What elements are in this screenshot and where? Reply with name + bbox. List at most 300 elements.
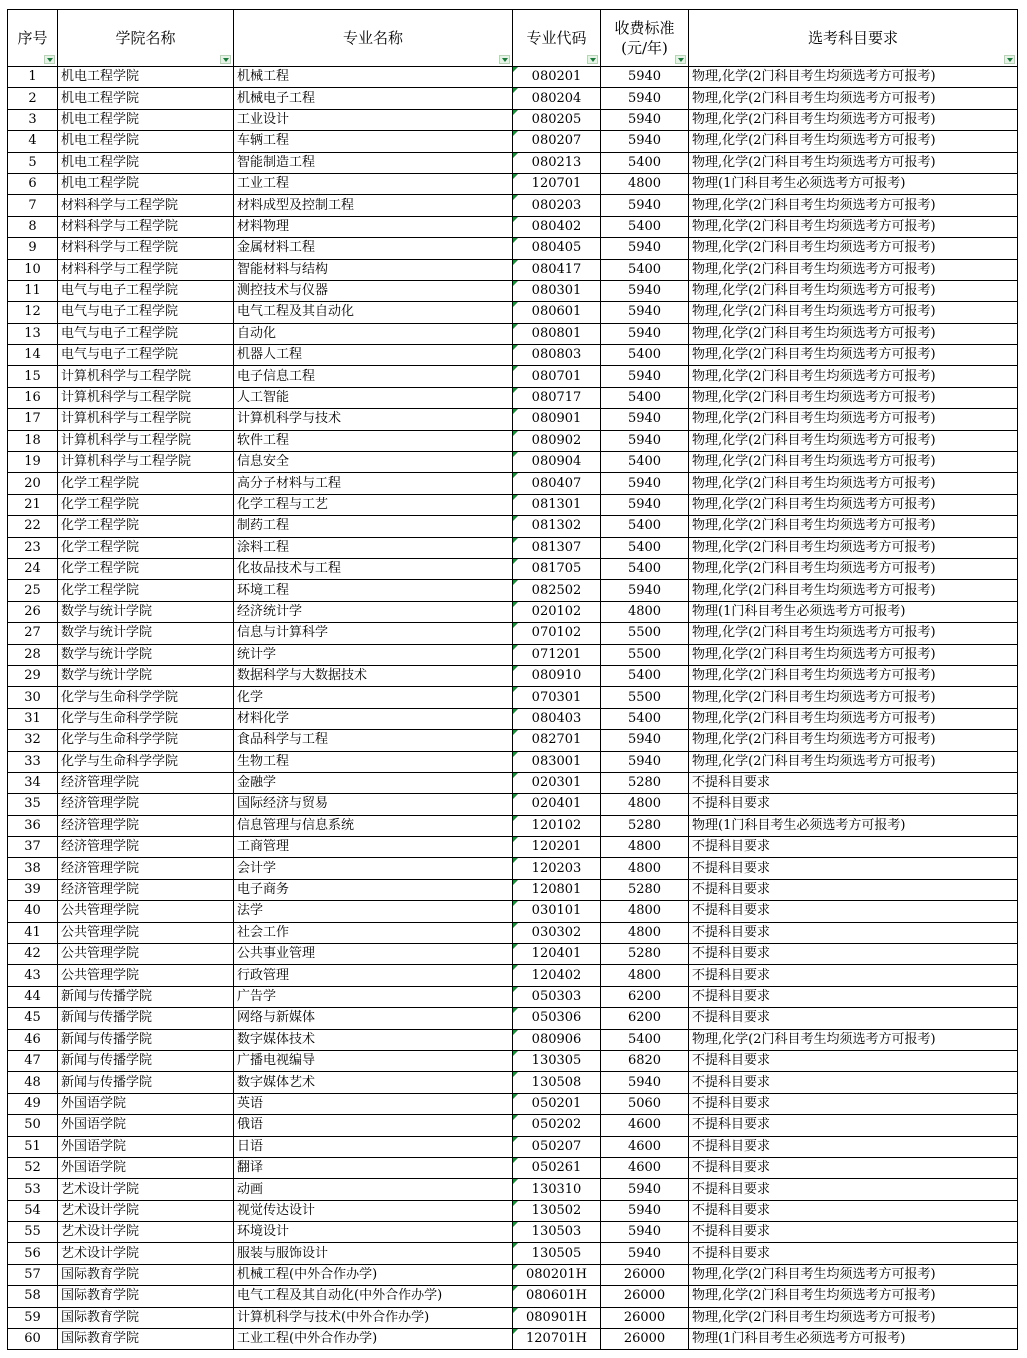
- code-cell[interactable]: [513, 1243, 601, 1264]
- college-cell[interactable]: [58, 516, 234, 537]
- row-index-cell[interactable]: [8, 173, 58, 194]
- major-cell[interactable]: [234, 152, 513, 173]
- row-index-cell[interactable]: [8, 794, 58, 815]
- college-cell[interactable]: [58, 858, 234, 879]
- fee-cell[interactable]: [601, 452, 689, 473]
- fee-cell[interactable]: [601, 238, 689, 259]
- table-row[interactable]: [8, 623, 1018, 644]
- code-cell[interactable]: [513, 601, 601, 622]
- major-cell[interactable]: [234, 1050, 513, 1071]
- major-cell[interactable]: [234, 1243, 513, 1264]
- requirement-cell[interactable]: [689, 1072, 1018, 1093]
- fee-cell[interactable]: [601, 1179, 689, 1200]
- row-index-cell[interactable]: [8, 1008, 58, 1029]
- requirement-cell[interactable]: [689, 644, 1018, 665]
- major-cell[interactable]: [234, 1157, 513, 1178]
- fee-cell[interactable]: [601, 109, 689, 130]
- row-index-cell[interactable]: [8, 730, 58, 751]
- requirement-cell[interactable]: [689, 687, 1018, 708]
- code-cell[interactable]: [513, 922, 601, 943]
- major-cell[interactable]: [234, 409, 513, 430]
- table-row[interactable]: [8, 1008, 1018, 1029]
- college-cell[interactable]: [58, 708, 234, 729]
- major-cell[interactable]: [234, 216, 513, 237]
- college-cell[interactable]: [58, 815, 234, 836]
- major-cell[interactable]: [234, 1286, 513, 1307]
- table-row[interactable]: [8, 1200, 1018, 1221]
- row-index-cell[interactable]: [8, 1286, 58, 1307]
- fee-cell[interactable]: [601, 837, 689, 858]
- fee-cell[interactable]: [601, 1115, 689, 1136]
- college-cell[interactable]: [58, 879, 234, 900]
- college-cell[interactable]: [58, 537, 234, 558]
- major-cell[interactable]: [234, 623, 513, 644]
- fee-cell[interactable]: [601, 67, 689, 88]
- row-index-cell[interactable]: [8, 302, 58, 323]
- college-cell[interactable]: [58, 1157, 234, 1178]
- fee-cell[interactable]: [601, 409, 689, 430]
- fee-cell[interactable]: [601, 965, 689, 986]
- college-cell[interactable]: [58, 601, 234, 622]
- college-cell[interactable]: [58, 1050, 234, 1071]
- table-row[interactable]: [8, 580, 1018, 601]
- code-cell[interactable]: [513, 986, 601, 1007]
- requirement-cell[interactable]: [689, 452, 1018, 473]
- table-row[interactable]: [8, 216, 1018, 237]
- table-row[interactable]: [8, 1136, 1018, 1157]
- fee-cell[interactable]: [601, 280, 689, 301]
- major-cell[interactable]: [234, 88, 513, 109]
- college-cell[interactable]: [58, 558, 234, 579]
- table-row[interactable]: [8, 259, 1018, 280]
- college-cell[interactable]: [58, 67, 234, 88]
- requirement-cell[interactable]: [689, 1264, 1018, 1285]
- requirement-cell[interactable]: [689, 366, 1018, 387]
- table-row[interactable]: [8, 837, 1018, 858]
- fee-cell[interactable]: [601, 1072, 689, 1093]
- fee-cell[interactable]: [601, 366, 689, 387]
- code-cell[interactable]: [513, 1008, 601, 1029]
- major-cell[interactable]: [234, 238, 513, 259]
- fee-cell[interactable]: [601, 901, 689, 922]
- code-cell[interactable]: [513, 580, 601, 601]
- requirement-cell[interactable]: [689, 430, 1018, 451]
- code-cell[interactable]: [513, 88, 601, 109]
- row-index-cell[interactable]: [8, 1115, 58, 1136]
- row-index-cell[interactable]: [8, 1157, 58, 1178]
- major-cell[interactable]: [234, 665, 513, 686]
- code-cell[interactable]: [513, 1029, 601, 1050]
- major-cell[interactable]: [234, 452, 513, 473]
- major-cell[interactable]: [234, 173, 513, 194]
- row-index-cell[interactable]: [8, 965, 58, 986]
- table-row[interactable]: [8, 238, 1018, 259]
- row-index-cell[interactable]: [8, 537, 58, 558]
- college-cell[interactable]: [58, 1329, 234, 1350]
- major-cell[interactable]: [234, 730, 513, 751]
- table-row[interactable]: [8, 1050, 1018, 1071]
- requirement-cell[interactable]: [689, 280, 1018, 301]
- major-cell[interactable]: [234, 601, 513, 622]
- fee-cell[interactable]: [601, 1136, 689, 1157]
- row-index-cell[interactable]: [8, 366, 58, 387]
- fee-cell[interactable]: [601, 623, 689, 644]
- college-cell[interactable]: [58, 687, 234, 708]
- row-index-cell[interactable]: [8, 644, 58, 665]
- row-index-cell[interactable]: [8, 1029, 58, 1050]
- requirement-cell[interactable]: [689, 772, 1018, 793]
- row-index-cell[interactable]: [8, 772, 58, 793]
- row-index-cell[interactable]: [8, 1179, 58, 1200]
- row-index-cell[interactable]: [8, 858, 58, 879]
- table-row[interactable]: [8, 944, 1018, 965]
- row-index-cell[interactable]: [8, 601, 58, 622]
- requirement-cell[interactable]: [689, 109, 1018, 130]
- row-index-cell[interactable]: [8, 751, 58, 772]
- row-index-cell[interactable]: [8, 558, 58, 579]
- code-cell[interactable]: [513, 345, 601, 366]
- row-index-cell[interactable]: [8, 837, 58, 858]
- row-index-cell[interactable]: [8, 494, 58, 515]
- major-cell[interactable]: [234, 473, 513, 494]
- requirement-cell[interactable]: [689, 1222, 1018, 1243]
- row-index-cell[interactable]: [8, 131, 58, 152]
- row-index-cell[interactable]: [8, 430, 58, 451]
- college-cell[interactable]: [58, 195, 234, 216]
- row-index-cell[interactable]: [8, 1307, 58, 1328]
- requirement-cell[interactable]: [689, 1307, 1018, 1328]
- row-index-cell[interactable]: [8, 280, 58, 301]
- major-cell[interactable]: [234, 558, 513, 579]
- college-cell[interactable]: [58, 323, 234, 344]
- code-cell[interactable]: [513, 323, 601, 344]
- row-index-cell[interactable]: [8, 195, 58, 216]
- table-row[interactable]: [8, 1264, 1018, 1285]
- fee-cell[interactable]: [601, 687, 689, 708]
- college-cell[interactable]: [58, 494, 234, 515]
- major-cell[interactable]: [234, 109, 513, 130]
- college-cell[interactable]: [58, 1093, 234, 1114]
- college-cell[interactable]: [58, 1307, 234, 1328]
- code-cell[interactable]: [513, 1157, 601, 1178]
- fee-cell[interactable]: [601, 430, 689, 451]
- requirement-cell[interactable]: [689, 1179, 1018, 1200]
- row-index-cell[interactable]: [8, 216, 58, 237]
- requirement-cell[interactable]: [689, 173, 1018, 194]
- requirement-cell[interactable]: [689, 195, 1018, 216]
- code-cell[interactable]: [513, 687, 601, 708]
- requirement-cell[interactable]: [689, 238, 1018, 259]
- requirement-cell[interactable]: [689, 1093, 1018, 1114]
- code-cell[interactable]: [513, 1093, 601, 1114]
- requirement-cell[interactable]: [689, 1115, 1018, 1136]
- code-cell[interactable]: [513, 858, 601, 879]
- code-cell[interactable]: [513, 1264, 601, 1285]
- major-cell[interactable]: [234, 537, 513, 558]
- major-cell[interactable]: [234, 1200, 513, 1221]
- requirement-cell[interactable]: [689, 1200, 1018, 1221]
- table-row[interactable]: [8, 473, 1018, 494]
- fee-cell[interactable]: [601, 730, 689, 751]
- major-cell[interactable]: [234, 1307, 513, 1328]
- major-cell[interactable]: [234, 302, 513, 323]
- major-cell[interactable]: [234, 1179, 513, 1200]
- table-row[interactable]: [8, 131, 1018, 152]
- code-cell[interactable]: [513, 1222, 601, 1243]
- major-cell[interactable]: [234, 644, 513, 665]
- college-cell[interactable]: [58, 1243, 234, 1264]
- major-cell[interactable]: [234, 1008, 513, 1029]
- table-row[interactable]: [8, 815, 1018, 836]
- requirement-cell[interactable]: [689, 965, 1018, 986]
- fee-cell[interactable]: [601, 751, 689, 772]
- college-cell[interactable]: [58, 366, 234, 387]
- fee-cell[interactable]: [601, 216, 689, 237]
- fee-cell[interactable]: [601, 345, 689, 366]
- fee-cell[interactable]: [601, 195, 689, 216]
- college-cell[interactable]: [58, 1136, 234, 1157]
- code-cell[interactable]: [513, 1286, 601, 1307]
- major-cell[interactable]: [234, 1222, 513, 1243]
- row-index-cell[interactable]: [8, 815, 58, 836]
- table-row[interactable]: [8, 708, 1018, 729]
- row-index-cell[interactable]: [8, 879, 58, 900]
- table-row[interactable]: [8, 644, 1018, 665]
- college-cell[interactable]: [58, 387, 234, 408]
- table-row[interactable]: [8, 1072, 1018, 1093]
- row-index-cell[interactable]: [8, 1243, 58, 1264]
- major-cell[interactable]: [234, 837, 513, 858]
- major-cell[interactable]: [234, 708, 513, 729]
- code-cell[interactable]: [513, 730, 601, 751]
- table-row[interactable]: [8, 88, 1018, 109]
- fee-cell[interactable]: [601, 152, 689, 173]
- fee-cell[interactable]: [601, 259, 689, 280]
- requirement-cell[interactable]: [689, 516, 1018, 537]
- major-cell[interactable]: [234, 430, 513, 451]
- code-cell[interactable]: [513, 644, 601, 665]
- major-cell[interactable]: [234, 494, 513, 515]
- fee-cell[interactable]: [601, 516, 689, 537]
- filter-dropdown-icon[interactable]: [499, 55, 510, 64]
- major-cell[interactable]: [234, 879, 513, 900]
- requirement-cell[interactable]: [689, 409, 1018, 430]
- fee-cell[interactable]: [601, 1029, 689, 1050]
- table-row[interactable]: [8, 1286, 1018, 1307]
- fee-cell[interactable]: [601, 494, 689, 515]
- major-cell[interactable]: [234, 323, 513, 344]
- college-cell[interactable]: [58, 837, 234, 858]
- college-cell[interactable]: [58, 152, 234, 173]
- requirement-cell[interactable]: [689, 858, 1018, 879]
- code-cell[interactable]: [513, 1050, 601, 1071]
- major-cell[interactable]: [234, 965, 513, 986]
- college-cell[interactable]: [58, 1222, 234, 1243]
- code-cell[interactable]: [513, 366, 601, 387]
- code-cell[interactable]: [513, 794, 601, 815]
- requirement-cell[interactable]: [689, 986, 1018, 1007]
- college-cell[interactable]: [58, 216, 234, 237]
- major-cell[interactable]: [234, 944, 513, 965]
- table-row[interactable]: [8, 195, 1018, 216]
- fee-cell[interactable]: [601, 1286, 689, 1307]
- requirement-cell[interactable]: [689, 1136, 1018, 1157]
- row-index-cell[interactable]: [8, 986, 58, 1007]
- code-cell[interactable]: [513, 1329, 601, 1350]
- fee-cell[interactable]: [601, 1050, 689, 1071]
- table-row[interactable]: [8, 965, 1018, 986]
- college-cell[interactable]: [58, 901, 234, 922]
- requirement-cell[interactable]: [689, 1050, 1018, 1071]
- code-cell[interactable]: [513, 1179, 601, 1200]
- major-cell[interactable]: [234, 1115, 513, 1136]
- code-cell[interactable]: [513, 965, 601, 986]
- row-index-cell[interactable]: [8, 409, 58, 430]
- row-index-cell[interactable]: [8, 259, 58, 280]
- college-cell[interactable]: [58, 1072, 234, 1093]
- code-cell[interactable]: [513, 537, 601, 558]
- code-cell[interactable]: [513, 173, 601, 194]
- requirement-cell[interactable]: [689, 922, 1018, 943]
- requirement-cell[interactable]: [689, 1029, 1018, 1050]
- table-row[interactable]: [8, 986, 1018, 1007]
- code-cell[interactable]: [513, 1136, 601, 1157]
- fee-cell[interactable]: [601, 580, 689, 601]
- fee-cell[interactable]: [601, 1200, 689, 1221]
- code-cell[interactable]: [513, 259, 601, 280]
- code-cell[interactable]: [513, 623, 601, 644]
- major-cell[interactable]: [234, 131, 513, 152]
- fee-cell[interactable]: [601, 665, 689, 686]
- college-cell[interactable]: [58, 302, 234, 323]
- fee-cell[interactable]: [601, 387, 689, 408]
- fee-cell[interactable]: [601, 173, 689, 194]
- fee-cell[interactable]: [601, 601, 689, 622]
- college-cell[interactable]: [58, 280, 234, 301]
- row-index-cell[interactable]: [8, 109, 58, 130]
- code-cell[interactable]: [513, 772, 601, 793]
- table-row[interactable]: [8, 387, 1018, 408]
- fee-cell[interactable]: [601, 1243, 689, 1264]
- major-cell[interactable]: [234, 1029, 513, 1050]
- row-index-cell[interactable]: [8, 323, 58, 344]
- requirement-cell[interactable]: [689, 558, 1018, 579]
- row-index-cell[interactable]: [8, 944, 58, 965]
- table-row[interactable]: [8, 558, 1018, 579]
- requirement-cell[interactable]: [689, 601, 1018, 622]
- table-row[interactable]: [8, 152, 1018, 173]
- table-row[interactable]: [8, 409, 1018, 430]
- college-cell[interactable]: [58, 430, 234, 451]
- row-index-cell[interactable]: [8, 687, 58, 708]
- code-cell[interactable]: [513, 708, 601, 729]
- college-cell[interactable]: [58, 922, 234, 943]
- major-cell[interactable]: [234, 516, 513, 537]
- major-cell[interactable]: [234, 1264, 513, 1285]
- college-cell[interactable]: [58, 1029, 234, 1050]
- code-cell[interactable]: [513, 1072, 601, 1093]
- requirement-cell[interactable]: [689, 67, 1018, 88]
- college-cell[interactable]: [58, 88, 234, 109]
- fee-cell[interactable]: [601, 558, 689, 579]
- table-row[interactable]: [8, 665, 1018, 686]
- table-row[interactable]: [8, 345, 1018, 366]
- fee-cell[interactable]: [601, 944, 689, 965]
- requirement-cell[interactable]: [689, 1243, 1018, 1264]
- table-row[interactable]: [8, 922, 1018, 943]
- code-cell[interactable]: [513, 944, 601, 965]
- table-row[interactable]: [8, 67, 1018, 88]
- requirement-cell[interactable]: [689, 944, 1018, 965]
- college-cell[interactable]: [58, 944, 234, 965]
- requirement-cell[interactable]: [689, 730, 1018, 751]
- major-cell[interactable]: [234, 687, 513, 708]
- table-row[interactable]: [8, 858, 1018, 879]
- table-row[interactable]: [8, 430, 1018, 451]
- code-cell[interactable]: [513, 302, 601, 323]
- row-index-cell[interactable]: [8, 152, 58, 173]
- fee-cell[interactable]: [601, 323, 689, 344]
- code-cell[interactable]: [513, 430, 601, 451]
- code-cell[interactable]: [513, 1115, 601, 1136]
- requirement-cell[interactable]: [689, 387, 1018, 408]
- table-row[interactable]: [8, 751, 1018, 772]
- row-index-cell[interactable]: [8, 665, 58, 686]
- college-cell[interactable]: [58, 409, 234, 430]
- code-cell[interactable]: [513, 665, 601, 686]
- row-index-cell[interactable]: [8, 345, 58, 366]
- table-row[interactable]: [8, 772, 1018, 793]
- requirement-cell[interactable]: [689, 537, 1018, 558]
- major-cell[interactable]: [234, 195, 513, 216]
- college-cell[interactable]: [58, 1008, 234, 1029]
- fee-cell[interactable]: [601, 772, 689, 793]
- requirement-cell[interactable]: [689, 494, 1018, 515]
- major-cell[interactable]: [234, 986, 513, 1007]
- code-cell[interactable]: [513, 238, 601, 259]
- code-cell[interactable]: [513, 901, 601, 922]
- requirement-cell[interactable]: [689, 879, 1018, 900]
- fee-cell[interactable]: [601, 1008, 689, 1029]
- college-cell[interactable]: [58, 1286, 234, 1307]
- row-index-cell[interactable]: [8, 922, 58, 943]
- college-cell[interactable]: [58, 1179, 234, 1200]
- fee-cell[interactable]: [601, 858, 689, 879]
- major-cell[interactable]: [234, 751, 513, 772]
- table-row[interactable]: [8, 1329, 1018, 1350]
- row-index-cell[interactable]: [8, 1093, 58, 1114]
- fee-cell[interactable]: [601, 537, 689, 558]
- row-index-cell[interactable]: [8, 1072, 58, 1093]
- major-cell[interactable]: [234, 580, 513, 601]
- fee-cell[interactable]: [601, 1264, 689, 1285]
- code-cell[interactable]: [513, 152, 601, 173]
- code-cell[interactable]: [513, 280, 601, 301]
- table-row[interactable]: [8, 1157, 1018, 1178]
- filter-dropdown-icon[interactable]: [675, 55, 686, 64]
- requirement-cell[interactable]: [689, 1286, 1018, 1307]
- major-cell[interactable]: [234, 815, 513, 836]
- row-index-cell[interactable]: [8, 1222, 58, 1243]
- table-row[interactable]: [8, 323, 1018, 344]
- major-cell[interactable]: [234, 794, 513, 815]
- college-cell[interactable]: [58, 473, 234, 494]
- requirement-cell[interactable]: [689, 131, 1018, 152]
- college-cell[interactable]: [58, 131, 234, 152]
- row-index-cell[interactable]: [8, 387, 58, 408]
- major-cell[interactable]: [234, 1072, 513, 1093]
- table-row[interactable]: [8, 1179, 1018, 1200]
